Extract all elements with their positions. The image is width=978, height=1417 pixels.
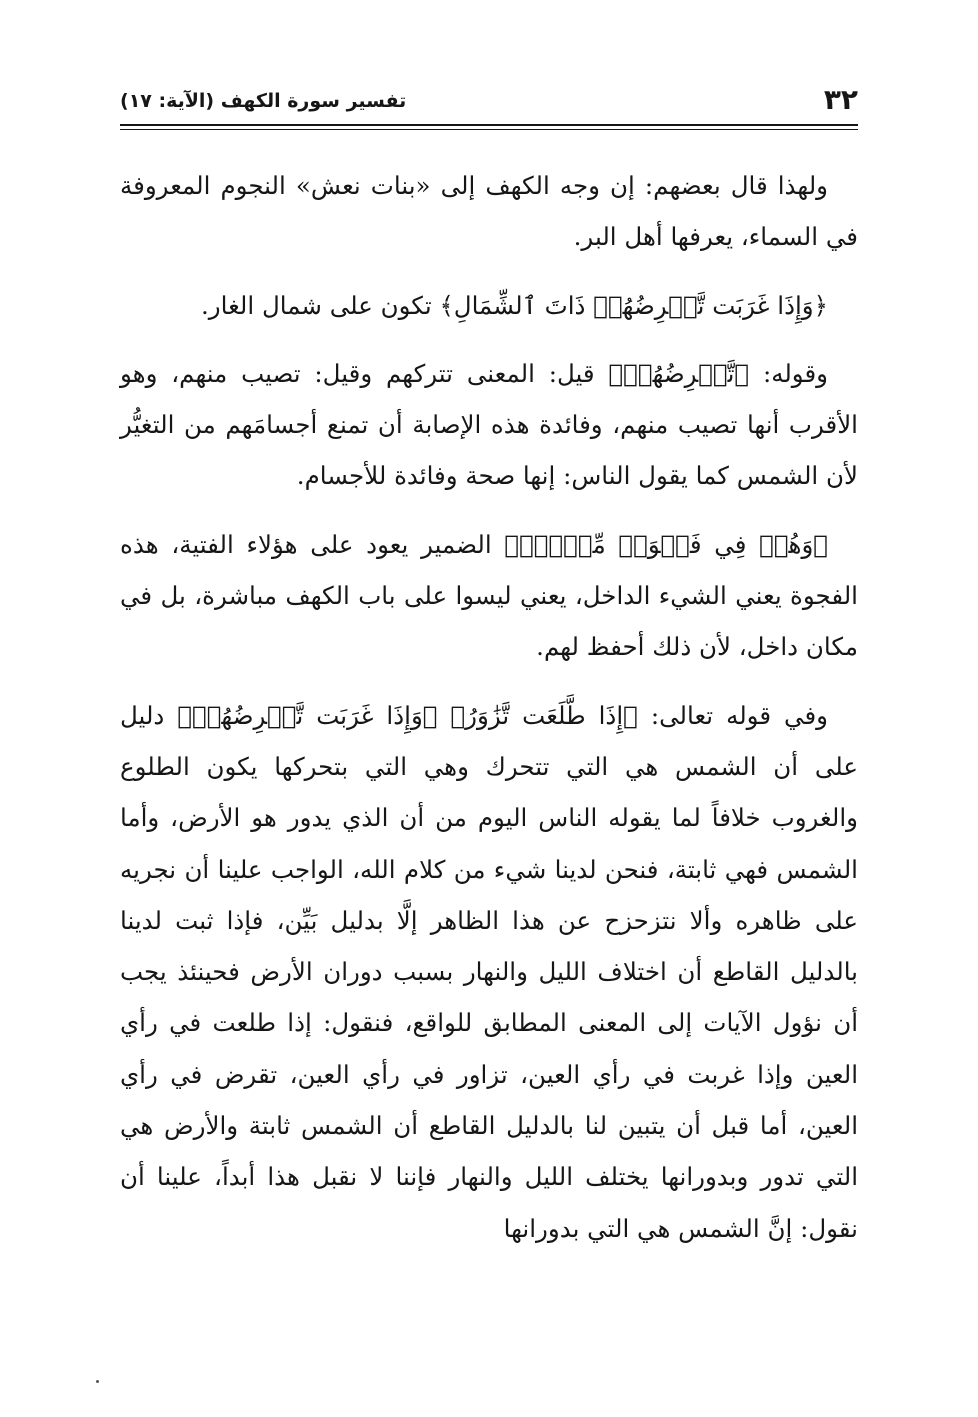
paragraph: [120, 280, 858, 331]
page-header: [120, 82, 858, 122]
paragraph-text: دليل على أن الشمس هي التي تتحرك وهي التي بتحركها يكون الطلوع والغروب خلافاً لما يقوله الناس اليوم من أن الذي يدور هو الأرض، وأما الشمس فهي ثابتة، فنحن لدينا شيء من كلام الله، الواجب علينا أن نجريه على ظاهره وألا نتزحزح عن هذا الظاهر إلَّا بدليل بَيِّن، فإذا ثبت لدينا بالدليل القاطع أن اختلاف الليل والنهار بسبب دوران الأرض فحينئذ يجب أن نؤول الآيات إلى المعنى المطابق للواقع، فنقول: إذا طلعت في رأي العين وإذا غربت في رأي العين، تزاور في رأي العين، تقرض في رأي العين، أما قبل أن يتبين لنا بالدليل القاطع أن الشمس ثابتة والأرض هي التي تدور وبدورانها يختلف الليل والنهار فإننا لا نقبل هذا أبداً، علينا أن نقول: إنَّ الشمس هي التي بدورانها: [120, 700, 858, 1243]
paragraph-text: الضمير يعود على هؤلاء الفتية، هذه الفجوة يعني الشيء الداخل، يعني ليسوا على باب الكهف مباشرة، بل في مكان داخل، لأن ذلك أحفظ لهم.: [120, 529, 858, 662]
paragraph-lead: وفي قوله تعالى:: [637, 700, 828, 730]
paragraph-text: قيل: المعنى تتركهم وقيل: تصيب منهم، وهو الأقرب أنها تصيب منهم، وفائدة هذه الإصابة أن تمنع أجسامَهم من التغيُّر لأن الشمس كما يقول الناس: إنها صحة وفائدة للأجسام.: [120, 358, 858, 491]
paragraph-lead: وقوله:: [749, 358, 829, 388]
quran-verse: ﴿تَّقۡرِضُهُمۡ﴾: [608, 358, 750, 388]
paragraph-text: تكون على شمال الغار.: [201, 290, 440, 320]
paragraph: [120, 160, 858, 263]
page-number: ٣٢: [823, 83, 858, 116]
quran-verse: ﴿إِذَا طَّلَعَت تَّزَٰوَرُ﴾ ﴿وَإِذَا غَرَبَت تَّقۡرِضُهُمۡ﴾: [177, 700, 638, 730]
paragraph: [120, 519, 858, 673]
quran-verse: ﴿وَإِذَا غَرَبَت تَّقۡرِضُهُمۡ ذَاتَ ٱلشِّمَالِ﴾: [439, 290, 828, 320]
header-rule-thick: [120, 124, 858, 126]
body-text: [120, 160, 858, 1271]
scan-speck: [96, 1380, 99, 1383]
header-rule-thin: [120, 129, 858, 130]
paragraph: [120, 348, 858, 502]
quran-verse: ﴿وَهُمۡ فِي فَجۡوَةٖ مِّنۡهُۚ﴾: [504, 529, 829, 559]
running-title: تفسير سورة الكهف (الآية: ١٧): [120, 90, 407, 112]
paragraph-text: ولهذا قال بعضهم: إن وجه الكهف إلى «بنات نعش» النجوم المعروفة في السماء، يعرفها أهل البر.: [120, 171, 858, 252]
paragraph: [120, 690, 858, 1254]
